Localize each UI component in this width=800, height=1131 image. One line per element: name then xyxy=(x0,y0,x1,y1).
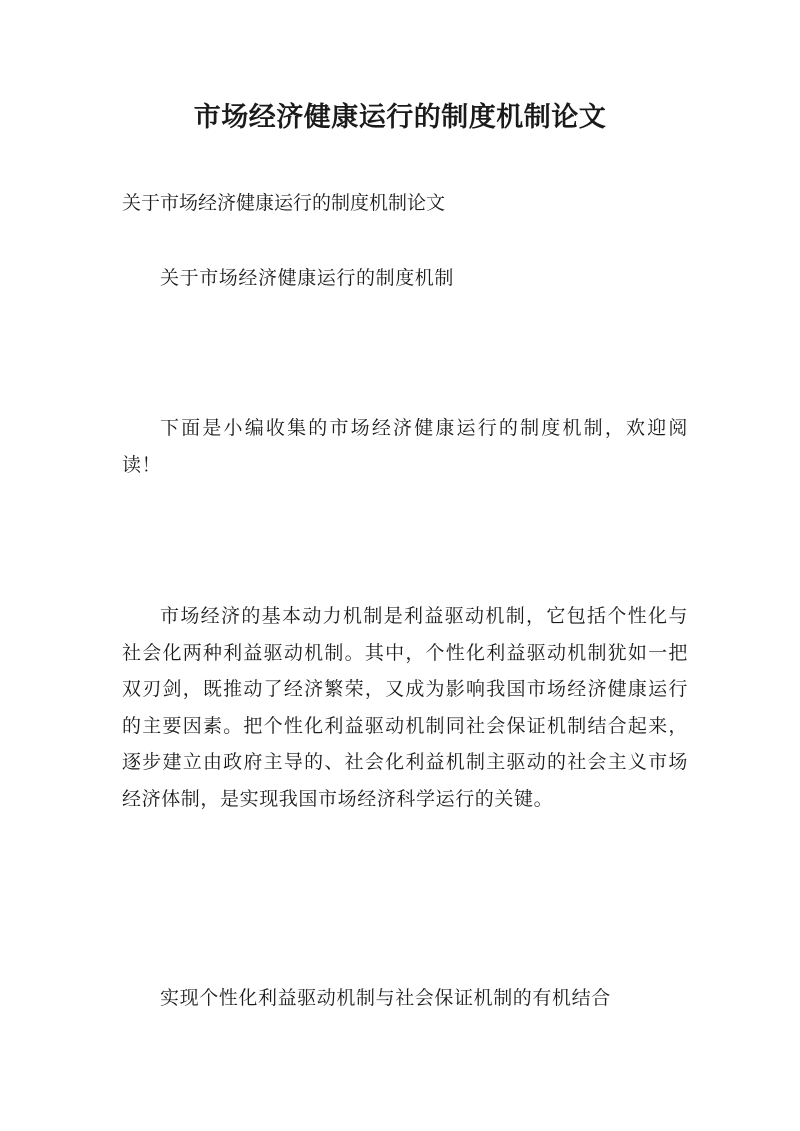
paragraph-2: 下面是小编收集的市场经济健康运行的制度机制，欢迎阅读！ xyxy=(122,417,688,476)
paragraph-1: 关于市场经济健康运行的制度机制 xyxy=(160,267,455,289)
document-subtitle: 关于市场经济健康运行的制度机制论文 xyxy=(122,192,446,214)
paragraph-4: 实现个性化利益驱动机制与社会保证机制的有机结合 xyxy=(160,987,611,1009)
paragraph-3: 市场经济的基本动力机制是利益驱动机制，它包括个性化与社会化两种利益驱动机制。其中，个性化利益驱动机制犹如一把双刃剑，既推动了经济繁荣，又成为影响我国市场经济健康运行的主要因素。把个性化利益驱动机制同社会保证机制结合起来，逐步建立由政府主导的、社会化利益机制主驱动的社会主义市场经济体制，是实现我国市场经济科学运行的关键。 xyxy=(122,605,688,810)
document-title: 市场经济健康运行的制度机制论文 xyxy=(193,102,607,133)
